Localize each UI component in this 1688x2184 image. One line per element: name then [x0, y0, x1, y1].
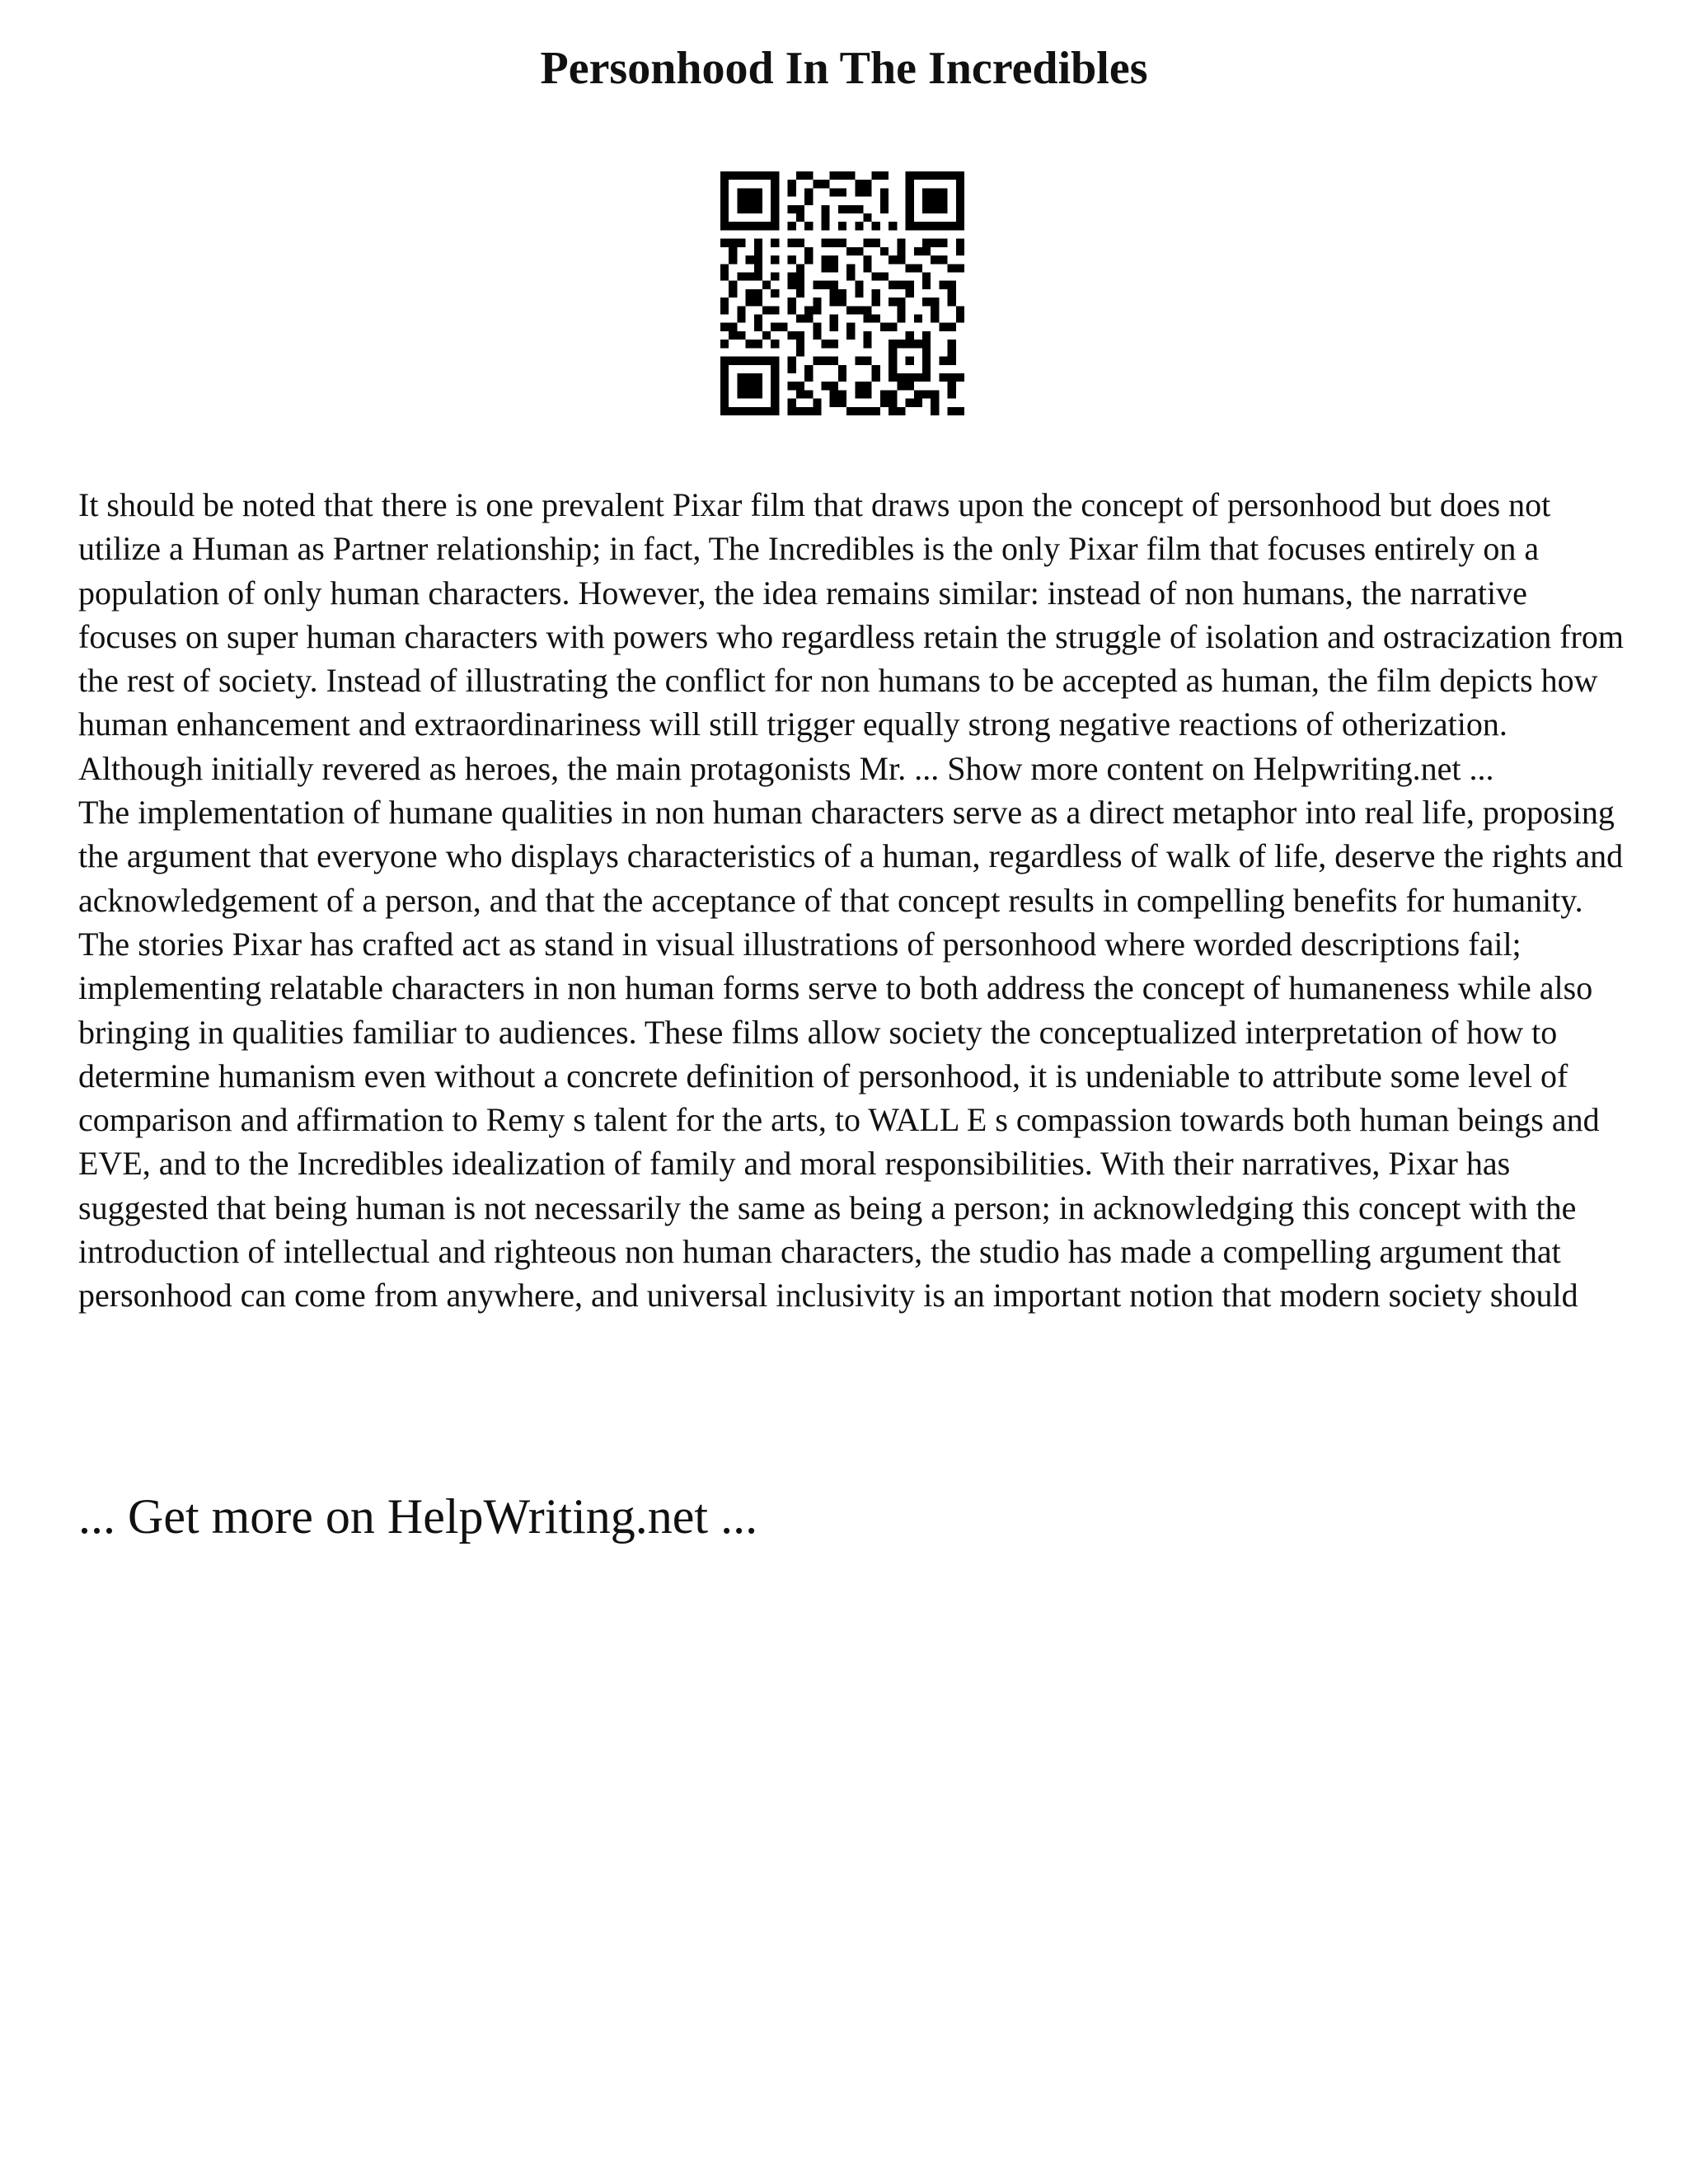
article-body: [78, 483, 1628, 1318]
paragraph: The implementation of humane qualities in non human characters serve as a direct metaphor into real life, proposing the argument that everyone who displays characteristics of a human, regardless of walk of life, deserve the rights and acknowledgement of a person, and that the acceptance of that concept results in compelling benefits for humanity. The stories Pixar has crafted act as stand in visual illustrations of personhood where worded descriptions fail; implementing relatable characters in non human forms serve to both address the concept of humaneness while also bringing in qualities familiar to audiences. These films allow society the conceptualized interpretation of how to determine humanism even without a concrete definition of personhood, it is undeniable to attribute some level of comparison and affirmation to Remy s talent for the arts, to WALL E s compassion towards both human beings and EVE, and to the Incredibles idealization of family and moral responsibilities. With their narratives, Pixar has suggested that being human is not necessarily the same as being a person; in acknowledging this concept with the introduction of intellectual and righteous non human characters, the studio has made a compelling argument that personhood can come from anywhere, and universal inclusivity is an important notion that modern society should: [78, 794, 1624, 1315]
page-title: Personhood In The Incredibles: [540, 43, 1148, 94]
qr-code-icon: [720, 171, 964, 415]
paragraph: It should be noted that there is one prevalent Pixar film that draws upon the concept of personhood but does not utilize a Human as Partner relationship; in fact, The Incredibles is the only Pixar film that focuses entirely on a population of only human characters. However, the idea remains similar: instead of non humans, the narrative focuses on super human characters with powers who regardless retain the struggle of isolation and ostracization from the rest of society. Instead of illustrating the conflict for non humans to be accepted as human, the film depicts how human enhancement and extraordinariness will still trigger equally strong negative reactions of otherization. Although initially revered as heroes, the main protagonists Mr. ... Show more content on Helpwriting.net ...: [78, 486, 1624, 787]
get-more-link[interactable]: ... Get more on HelpWriting.net ...: [78, 1489, 758, 1544]
